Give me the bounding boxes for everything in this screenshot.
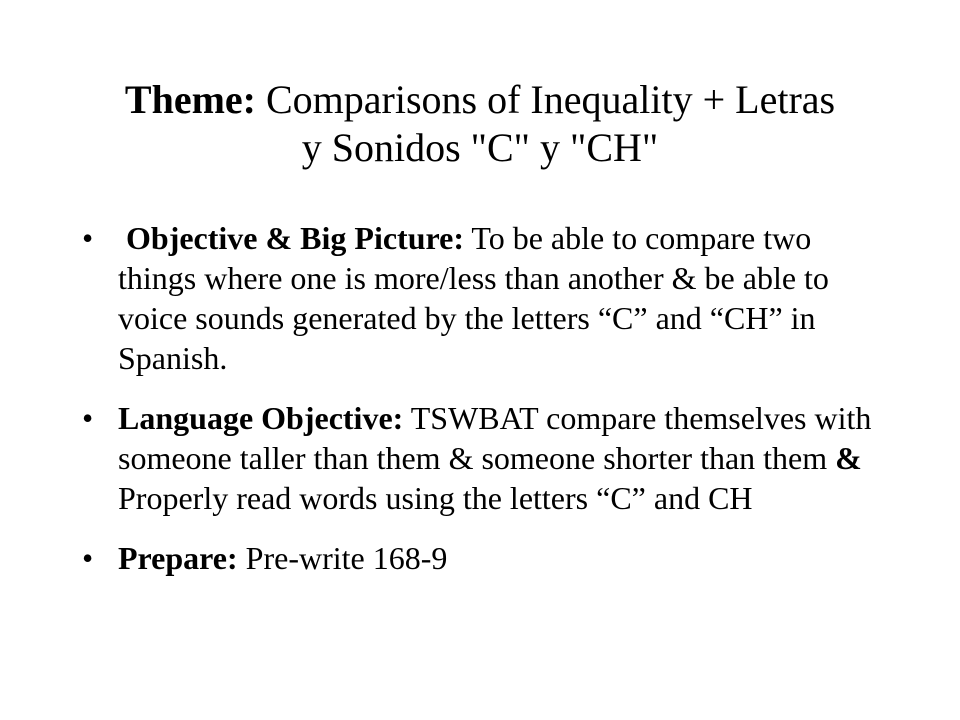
title-line1-text: Comparisons of Inequality + Letras bbox=[255, 77, 836, 122]
bullet-text: To be able to compare two things where one is more/less than another & be able to voice sounds generated by the letters “C” and “CH” in Spanish. bbox=[118, 220, 829, 376]
bullet-text: TSWBAT compare themselves with someone taller than them & someone shorter than them bbox=[118, 400, 872, 476]
bullet-text: Pre-write 168-9 bbox=[237, 540, 448, 576]
bullet-marker: • bbox=[82, 400, 94, 436]
bullet-prepare bbox=[82, 538, 882, 578]
bullet-label: Objective & Big Picture: bbox=[126, 220, 464, 256]
bullet-label: Prepare: bbox=[118, 540, 238, 576]
bullet-marker: • bbox=[82, 540, 94, 576]
slide-title bbox=[60, 76, 900, 172]
title-label: Theme: bbox=[124, 77, 256, 122]
bullet-language-objective bbox=[82, 398, 882, 518]
bullet-label: Language Objective: bbox=[118, 400, 404, 436]
bullet-list bbox=[82, 218, 882, 598]
title-line2-text: y Sonidos "C" y "CH" bbox=[301, 125, 659, 170]
bullet-text-continued: Properly read words using the letters “C” and CH bbox=[118, 480, 753, 516]
bullet-bold-ampersand: & bbox=[835, 440, 862, 476]
bullet-objective bbox=[82, 218, 882, 378]
bullet-marker: • bbox=[82, 220, 94, 256]
